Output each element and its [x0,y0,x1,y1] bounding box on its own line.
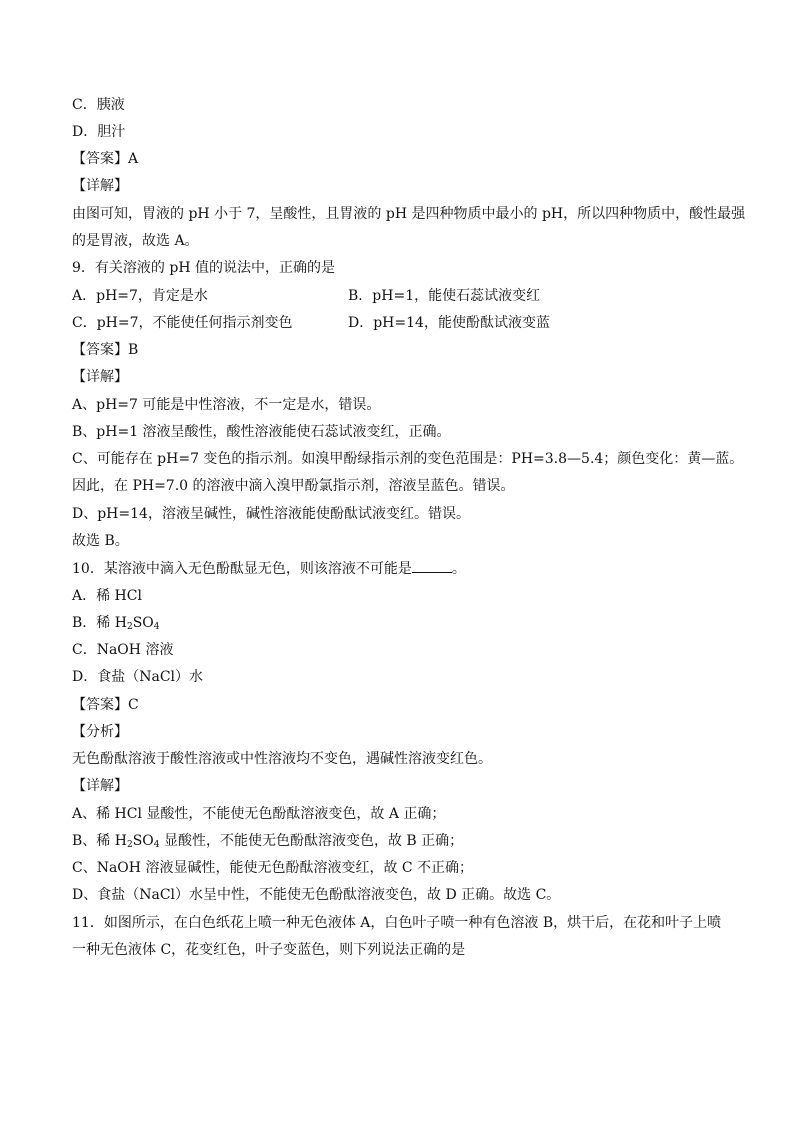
q11-stem-line2: 一种无色液体 C，花变红色，叶子变蓝色，则下列说法正确的是 [72,942,466,958]
q9-detail-heading: 【详解】 [72,369,128,385]
q8-option-c: C．胰液 [72,97,125,113]
q10-detail-b-prefix: B、稀 H [72,833,127,849]
q9-detail-c2: 因此，在 PH=7.0 的溶液中滴入溴甲酚氯指示剂，溶液呈蓝色。错误。 [72,478,515,494]
q10-stem-end: 。 [451,561,466,577]
q11-stem-line1: 11．如图所示，在白色纸花上喷一种无色液体 A，白色叶子喷一种有色溶液 B，烘干后，在花和叶子上喷 [72,915,722,931]
q8-answer: 【答案】A [72,151,139,167]
q10-analysis: 无色酚酞溶液于酸性溶液或中性溶液均不变色，遇碱性溶液变红色。 [72,751,492,767]
q10-detail-a: A、稀 HCl 显酸性，不能使无色酚酞溶液变色，故 A 正确； [72,806,446,822]
q10-answer: 【答案】C [72,697,139,713]
q10-detail-b-suffix: 显酸性，不能使无色酚酞溶液变色，故 B 正确； [159,833,464,849]
q9-stem: 9．有关溶液的 pH 值的说法中，正确的是 [72,260,335,276]
q10-detail-c: C、NaOH 溶液显碱性，能使无色酚酞溶液变红，故 C 不正确； [72,860,474,876]
q10-option-a: A．稀 HCl [72,588,142,604]
q10-detail-b-sub2: 4 [153,840,160,850]
q10-detail-heading: 【详解】 [72,778,128,794]
q10-option-d: D．食盐（NaCl）水 [72,669,204,685]
q10-detail-b [72,831,463,851]
q10-option-b-prefix: B．稀 H [72,615,127,631]
q9-option-d: D．pH=14，能使酚酞试液变蓝 [348,315,550,331]
q9-answer: 【答案】B [72,342,139,358]
q9-detail-b: B、pH=1 溶液呈酸性，酸性溶液能使石蕊试液变红，正确。 [72,424,451,440]
q9-option-b: B．pH=1，能使石蕊试液变红 [348,288,541,304]
q10-option-b-sub2: 4 [153,622,160,632]
q8-detail-line1: 由图可知，胃液的 pH 小于 7，呈酸性，且胃液的 pH 是四种物质中最小的 pH，所以四种物质中，酸性最强 [72,206,746,222]
q10-stem-text: 10．某溶液中滴入无色酚酞显无色，则该溶液不可能是 [72,561,412,577]
q8-detail-heading: 【详解】 [72,178,128,194]
q8-option-d: D．胆汁 [72,124,126,140]
answer-blank [412,558,452,573]
q10-option-b-mid: SO [132,615,154,631]
q10-detail-b-sub1: 2 [126,840,133,850]
q10-analysis-heading: 【分析】 [72,724,128,740]
q9-option-c: C．pH=7，不能使任何指示剂变色 [72,315,293,331]
q10-detail-d: D、食盐（NaCl）水呈中性，不能使无色酚酞溶液变色，故 D 正确。故选 C。 [72,887,561,903]
q10-stem [72,558,466,579]
q10-option-c: C．NaOH 溶液 [72,642,174,658]
q9-detail-d: D、pH=14，溶液呈碱性，碱性溶液能使酚酞试液变红。错误。 [72,506,470,522]
q8-detail-line2: 的是胃液，故选 A。 [72,233,199,249]
q10-option-b [72,613,160,633]
q9-conclusion: 故选 B。 [72,533,129,549]
q10-option-b-sub1: 2 [126,622,133,632]
q9-option-a: A．pH=7，肯定是水 [72,288,208,304]
q10-detail-b-mid: SO [132,833,154,849]
q9-detail-a: A、pH=7 可能是中性溶液，不一定是水，错误。 [72,397,381,413]
q9-detail-c1: C、可能存在 pH=7 变色的指示剂。如溴甲酚绿指示剂的变色范围是：PH=3.8—5.4；颜色变化：黄—蓝。 [72,451,744,467]
